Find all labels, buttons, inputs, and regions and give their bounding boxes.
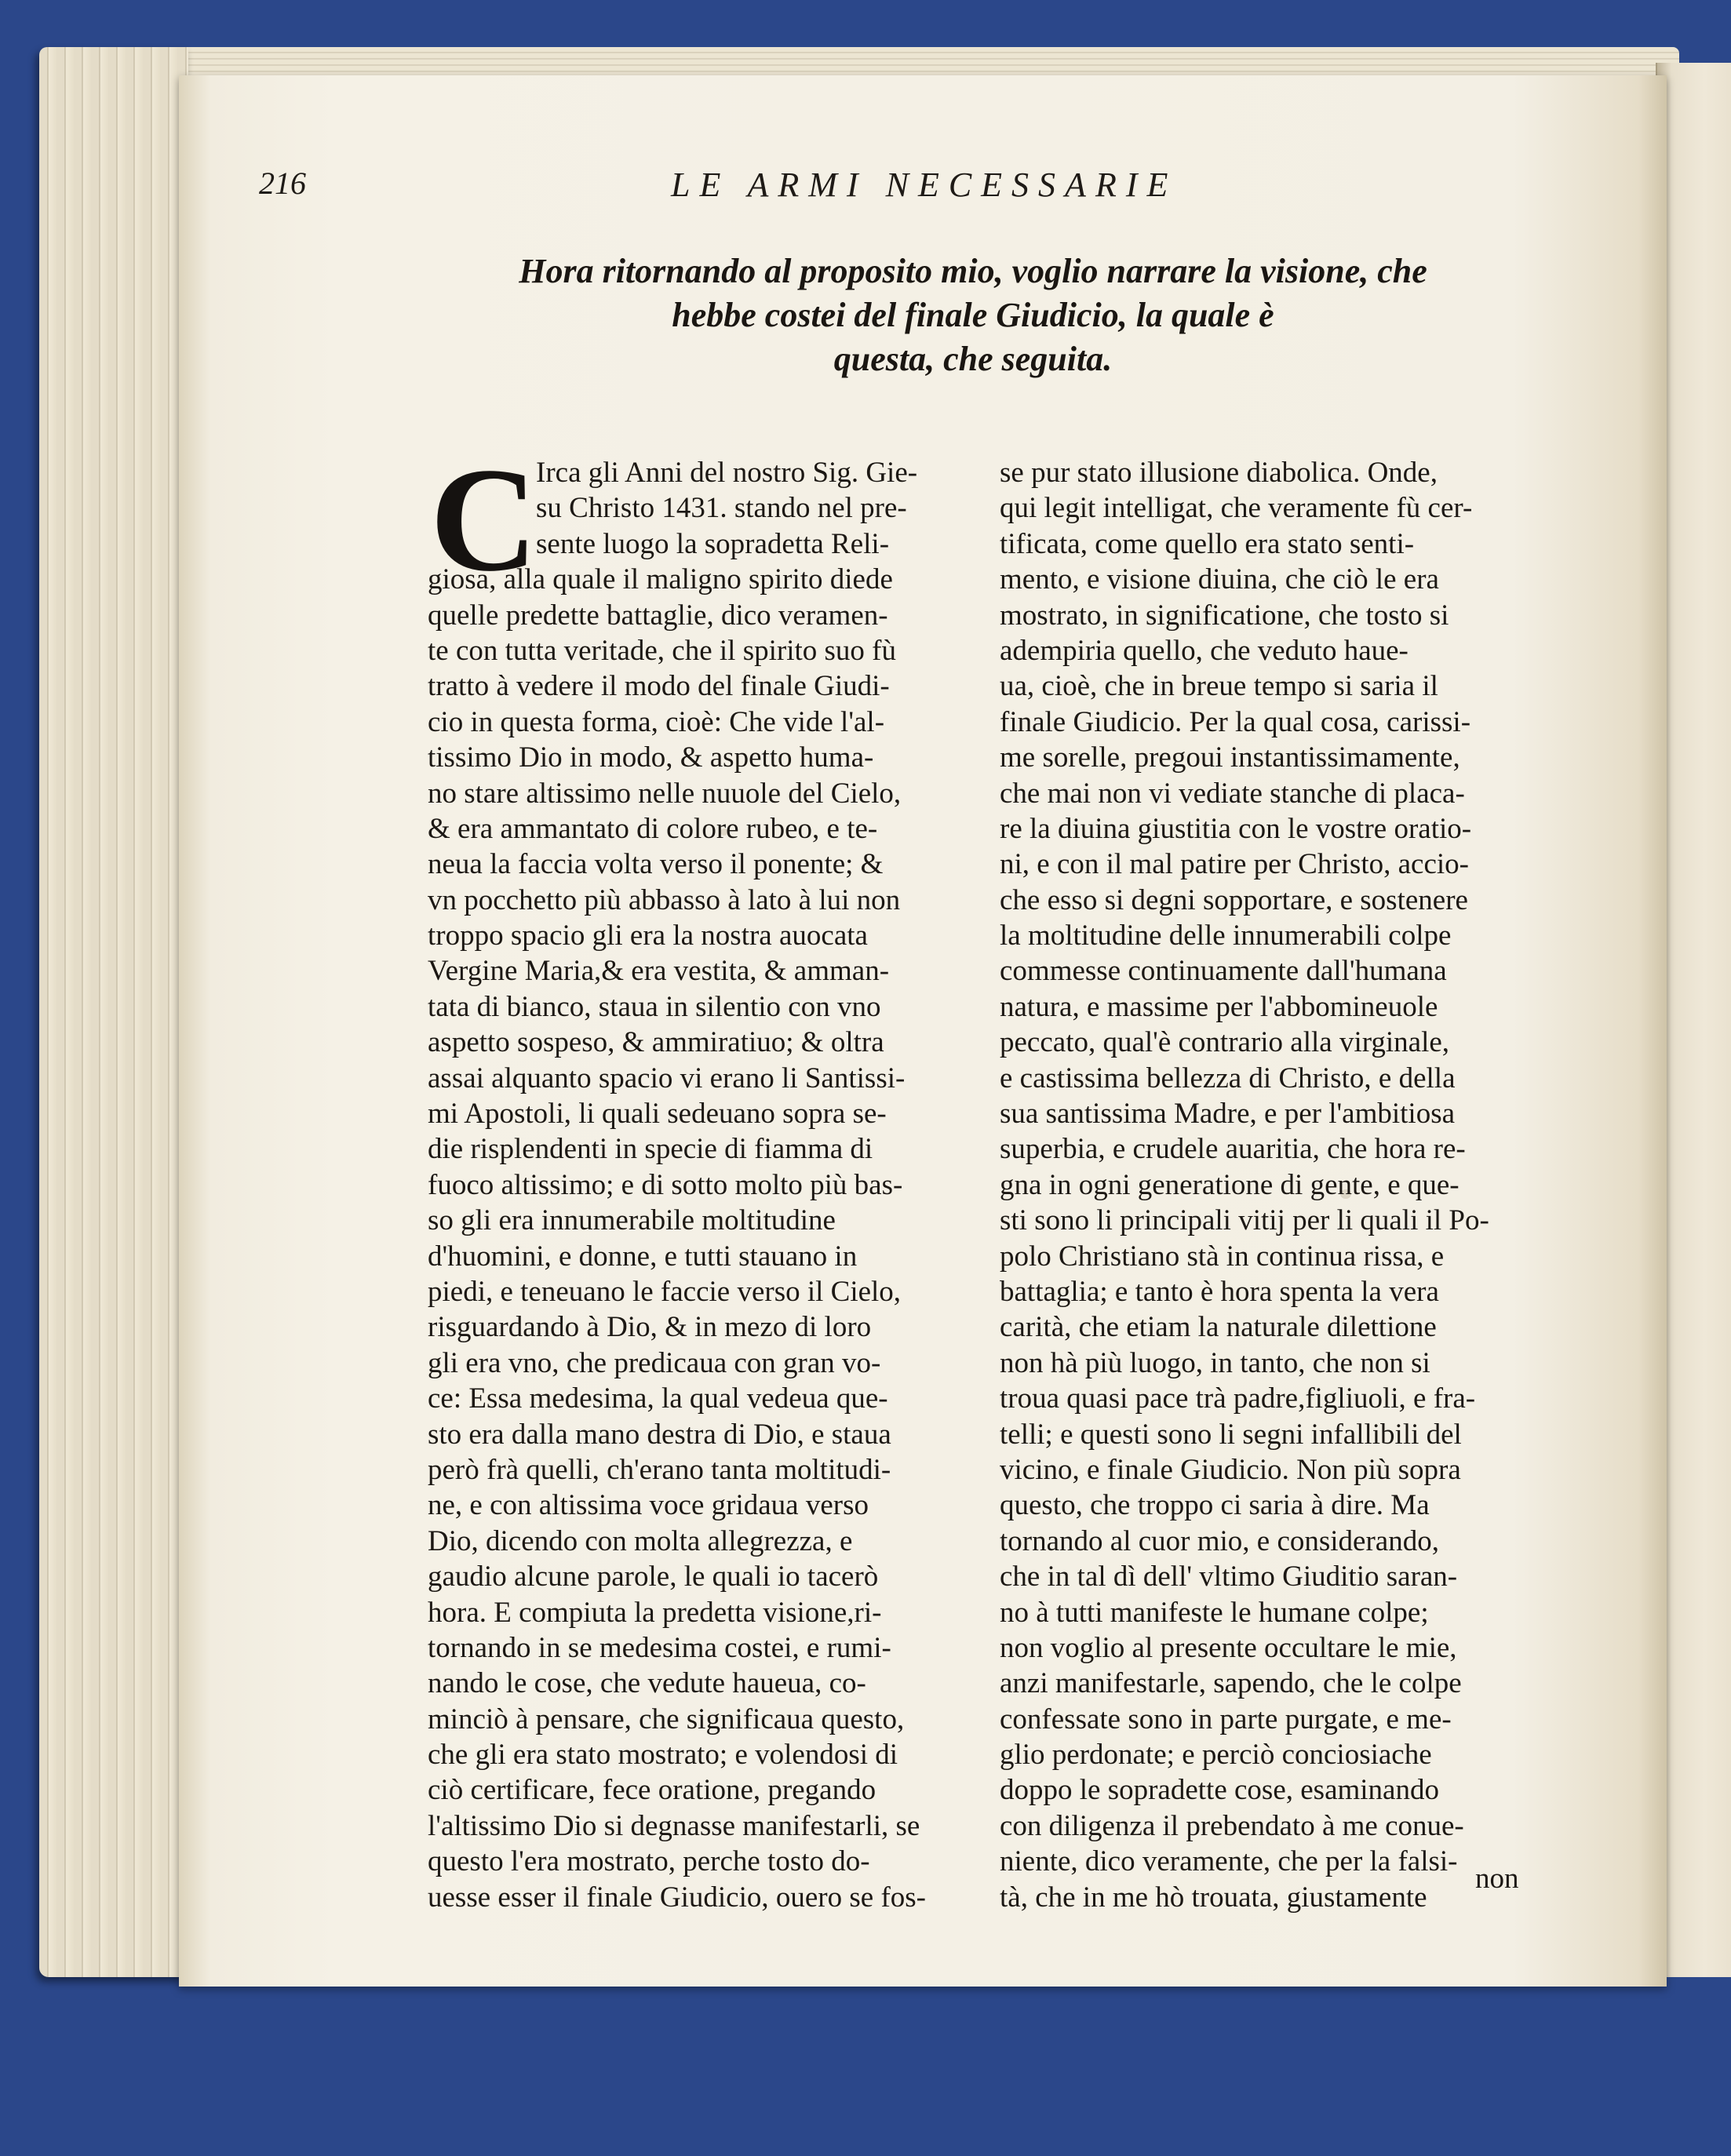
text-line: non voglio al presente occultare le mie, bbox=[1000, 1631, 1457, 1664]
text-line: la moltitudine delle innumerabili colpe bbox=[1000, 920, 1452, 952]
catchword: non bbox=[1475, 1863, 1519, 1895]
text-line: sti sono li principali vitij per li quali il Po- bbox=[1000, 1204, 1489, 1237]
drop-cap: C bbox=[430, 438, 538, 603]
text-line: aspetto sospeso, & ammiratiuo; & oltra bbox=[428, 1026, 884, 1059]
text-line: troua quasi pace trà padre,figliuoli, e fra- bbox=[1000, 1382, 1476, 1415]
text-line: carità, che etiam la naturale dilettione bbox=[1000, 1311, 1437, 1344]
text-line: che esso si degni sopportare, e sostenere bbox=[1000, 883, 1468, 916]
text-line: d'huomini, e donne, e tutti stauano in bbox=[428, 1240, 858, 1273]
text-line: adempiria quello, che veduto haue- bbox=[1000, 634, 1408, 667]
text-line: se pur stato illusione diabolica. Onde, bbox=[1000, 457, 1438, 489]
page-edges-left bbox=[39, 47, 188, 1977]
text-line: peccato, qual'è contrario alla virginale, bbox=[1000, 1026, 1450, 1059]
text-line: sua santissima Madre, e per l'ambitiosa bbox=[1000, 1098, 1456, 1131]
text-line: te con tutta veritade, che il spirito suo fù bbox=[428, 634, 896, 667]
page-number: 216 bbox=[259, 166, 306, 201]
text-line: Dio, dicendo con molta allegrezza, e bbox=[428, 1524, 853, 1557]
text-line: che gli era stato mostrato; e volendosi di bbox=[428, 1739, 898, 1772]
text-line: finale Giudicio. Per la qual cosa, carissi- bbox=[1000, 705, 1471, 738]
text-line: gli era vno, che predicaua con gran vo- bbox=[428, 1346, 881, 1379]
text-line: cio in questa forma, cioè: Che vide l'al- bbox=[428, 705, 885, 738]
text-line: mento, e visione diuina, che ciò le era bbox=[1000, 563, 1439, 596]
text-line: assai alquanto spacio vi erano li Santissi- bbox=[428, 1062, 906, 1094]
text-line: superbia, e crudele auaritia, che hora re- bbox=[1000, 1133, 1466, 1166]
text-line: die risplendenti in specie di fiamma di bbox=[428, 1133, 873, 1166]
text-line: glio perdonate; e perciò conciosiache bbox=[1000, 1739, 1432, 1772]
text-line: doppo le sopradette cose, esaminando bbox=[1000, 1774, 1439, 1807]
text-line: qui legit intelligat, che veramente fù cer- bbox=[1000, 492, 1473, 525]
text-line: confessate sono in parte purgate, e me- bbox=[1000, 1703, 1452, 1735]
text-line: fuoco altissimo; e di sotto molto più bas- bbox=[428, 1168, 903, 1201]
text-line: tissimo Dio in modo, & aspetto huma- bbox=[428, 741, 874, 774]
text-line: tornando in se medesima costei, e rumi- bbox=[428, 1631, 891, 1664]
text-line: e castissima bellezza di Christo, e della bbox=[1000, 1062, 1456, 1094]
text-line: troppo spacio gli era la nostra auocata bbox=[428, 920, 868, 952]
text-line: gaudio alcune parole, le quali io tacerò bbox=[428, 1561, 879, 1593]
text-line: che mai non vi vediate stanche di placa- bbox=[1000, 777, 1465, 810]
text-line: su Christo 1431. stando nel pre- bbox=[536, 492, 907, 525]
text-line: telli; e questi sono li segni infallibili del bbox=[1000, 1418, 1462, 1451]
right-text-column bbox=[1000, 455, 1541, 1915]
text-line: tà, che in me hò trouata, giustamente bbox=[1000, 1881, 1427, 1914]
text-line: nando le cose, che vedute haueua, co- bbox=[428, 1667, 866, 1700]
text-line: l'altissimo Dio si degnasse manifestarli, se bbox=[428, 1809, 920, 1842]
text-line: giosa, alla quale il maligno spirito diede bbox=[428, 563, 893, 596]
text-line: non hà più luogo, in tanto, che non si bbox=[1000, 1346, 1430, 1379]
text-line: ne, e con altissima voce gridaua verso bbox=[428, 1489, 869, 1522]
text-line: piedi, e teneuano le faccie verso il Cielo, bbox=[428, 1275, 902, 1308]
left-text-column bbox=[428, 438, 969, 1915]
running-head: LE ARMI NECESSARIE bbox=[671, 166, 1178, 204]
text-line: con diligenza il prebendato à me conue- bbox=[1000, 1809, 1464, 1842]
intro-line: hebbe costei del finale Giudicio, la quale è bbox=[672, 296, 1274, 334]
text-line: neua la faccia volta verso il ponente; & bbox=[428, 848, 884, 881]
text-line: ua, cioè, che in breue tempo si saria il bbox=[1000, 670, 1438, 703]
text-line: che in tal dì dell' vltimo Giuditio saran- bbox=[1000, 1561, 1458, 1593]
text-line: & era ammantato di colore rubeo, e te- bbox=[428, 812, 878, 845]
text-line: commesse continuamente dall'humana bbox=[1000, 955, 1447, 988]
text-line: gna in ogni generatione di gente, e que- bbox=[1000, 1168, 1460, 1201]
text-line: uesse esser il finale Giudicio, ouero se fos- bbox=[428, 1881, 926, 1914]
intro-line: questa, che seguita. bbox=[833, 340, 1113, 378]
text-line: sente luogo la sopradetta Reli- bbox=[536, 527, 890, 560]
text-line: tornando al cuor mio, e considerando, bbox=[1000, 1524, 1439, 1557]
text-line: sto era dalla mano destra di Dio, e staua bbox=[428, 1418, 891, 1451]
text-line: però frà quelli, ch'erano tanta moltitudi- bbox=[428, 1453, 891, 1486]
text-line: mostrato, in significatione, che tosto si bbox=[1000, 599, 1449, 632]
text-line: ciò certificare, fece oratione, pregando bbox=[428, 1774, 876, 1807]
chapter-intro bbox=[439, 249, 1507, 381]
text-line: anzi manifestarle, sapendo, che le colpe bbox=[1000, 1667, 1462, 1700]
text-line: quelle predette battaglie, dico veramen- bbox=[428, 599, 888, 632]
text-line: tratto à vedere il modo del finale Giudi- bbox=[428, 670, 890, 703]
text-line: minciò à pensare, che significaua questo, bbox=[428, 1703, 905, 1735]
facing-page-edge bbox=[1656, 63, 1731, 1977]
text-line: Irca gli Anni del nostro Sig. Gie- bbox=[536, 457, 918, 489]
text-line: tata di bianco, staua in silentio con vno bbox=[428, 990, 881, 1023]
intro-line: Hora ritornando al proposito mio, voglio narrare la visione, che bbox=[519, 252, 1427, 290]
text-line: no stare altissimo nelle nuuole del Cielo, bbox=[428, 777, 902, 810]
text-line: tificata, come quello era stato senti- bbox=[1000, 527, 1415, 560]
text-line: questo l'era mostrato, perche tosto do- bbox=[428, 1845, 870, 1878]
text-line: vicino, e finale Giudicio. Non più sopra bbox=[1000, 1453, 1461, 1486]
text-line: no à tutti manifeste le humane colpe; bbox=[1000, 1596, 1429, 1629]
text-line: natura, e massime per l'abbomineuole bbox=[1000, 990, 1438, 1023]
text-line: Vergine Maria,& era vestita, & amman- bbox=[428, 955, 890, 988]
text-line: me sorelle, pregoui instantissimamente, bbox=[1000, 741, 1460, 774]
text-line: ce: Essa medesima, la qual vedeua que- bbox=[428, 1382, 888, 1415]
text-line: re la diuina giustitia con le vostre oratio- bbox=[1000, 812, 1472, 845]
text-line: vn pocchetto più abbasso à lato à lui non bbox=[428, 883, 901, 916]
text-line: risguardando à Dio, & in mezo di loro bbox=[428, 1311, 872, 1344]
text-line: niente, dico veramente, che per la falsi- bbox=[1000, 1845, 1458, 1878]
text-line: so gli era innumerabile moltitudine bbox=[428, 1204, 836, 1237]
page-header bbox=[0, 165, 1731, 212]
text-line: ni, e con il mal patire per Christo, accio- bbox=[1000, 848, 1469, 881]
text-line: polo Christiano stà in continua rissa, e bbox=[1000, 1240, 1445, 1273]
text-line: hora. E compiuta la predetta visione,ri- bbox=[428, 1596, 882, 1629]
text-line: battaglia; e tanto è hora spenta la vera bbox=[1000, 1275, 1439, 1308]
text-line: questo, che troppo ci saria à dire. Ma bbox=[1000, 1489, 1430, 1522]
text-line: mi Apostoli, li quali sedeuano sopra se- bbox=[428, 1098, 887, 1131]
